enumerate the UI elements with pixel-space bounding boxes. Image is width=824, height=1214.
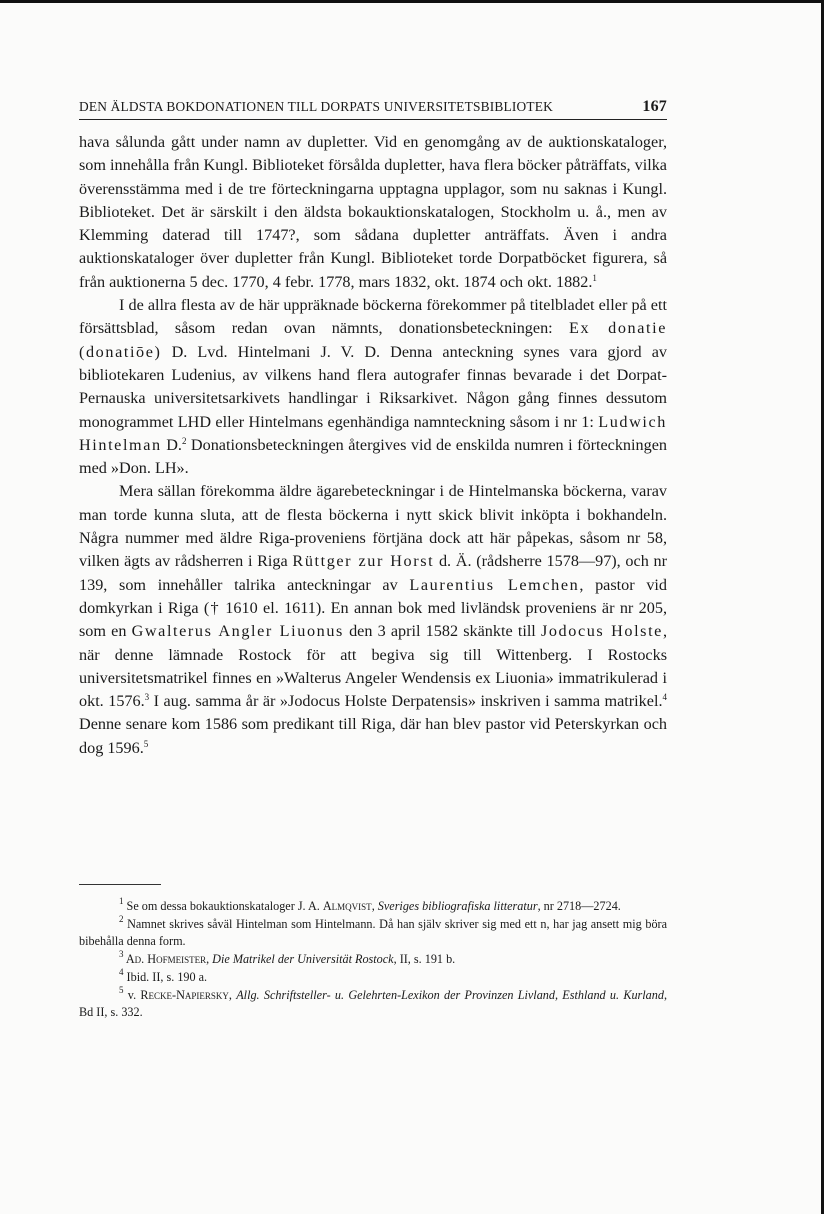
paragraph-text: Denne senare kom 1586 som predikant till Riga, där han blev pastor vid Peterskyrkan och dog 1596.	[79, 715, 667, 757]
footnote-text: , Bd II, s. 332.	[79, 987, 668, 1020]
paragraph-text: D.	[161, 435, 182, 454]
paragraph-text: den 3 april 1582 skänkte till	[343, 622, 541, 641]
footnote-2	[79, 913, 667, 951]
footnote-3	[79, 951, 667, 969]
work-title: Allg. Schriftsteller- u. Gelehrten-Lexikon der Provinzen Livland, Esthland u. Kurland	[236, 987, 664, 1002]
author-name: Ad. Hofmeister	[123, 952, 207, 967]
footnote-text: v.	[123, 987, 141, 1002]
body-text	[79, 131, 667, 760]
paragraph-text: D. Lvd. Hintelmani J. V. D. Denna anteckning synes vara gjord av bibliotekaren Ludenius, av vilkens hand flera autografer finnas bevarade i det Dorpat-Pernauska universitetsarkivets handlingar i Riksarkivet. Någon gång finnes dessutom monogrammet LHD eller Hintelmans egenhändiga namnteckning såsom i nr 1:	[79, 342, 667, 431]
footnote-number: 3	[119, 949, 124, 960]
page-number: 167	[642, 98, 667, 115]
footnote-text: , nr 2718—2724.	[537, 899, 621, 913]
footnote-text: Se om dessa bokauktionskataloger J. A.	[123, 899, 323, 913]
running-header	[79, 98, 667, 116]
footnotes	[79, 898, 667, 1022]
footnote-4	[79, 966, 667, 987]
spaced-name: Ludwich Hintelman	[79, 412, 667, 454]
paragraph-text: , när denne lämnade Rostock för att begiva sig till Wittenberg. I Rostocks universitetsmatrikel finnes en »Walterus Angeler Wendensis ex Liuonia» immatrikulerad i okt. 1576.	[79, 622, 667, 711]
paragraph-text: Donationsbeteckningen återgives vid de enskilda numren i förteckningen med »Don. LH».	[79, 435, 667, 478]
paragraph-text: d. Ä. (rådsherre 1578—97), och nr 139, som innehåller talrika anteckningar av	[79, 552, 667, 594]
footnote-text: Namnet skrives såväl Hintelman som Hintelmann. Då han själv skriver sig med ett n, har jag ansett mig böra bibehålla denna form.	[79, 916, 667, 949]
spaced-name: Rüttger zur Horst	[292, 552, 435, 571]
spaced-name: Gwalterus Angler Liuonus	[131, 622, 344, 641]
footnote-ref: 4	[662, 692, 667, 703]
paragraph-2	[79, 294, 667, 480]
scan-border-top	[0, 0, 824, 3]
paragraph-text: , pastor vid domkyrkan i Riga († 1610 el. 1611). En annan bok med livländsk proveniens är nr 205, som en	[79, 575, 667, 641]
footnote-ref: 2	[181, 435, 187, 446]
spaced-name: Ex donatie (donatiōe)	[79, 319, 667, 361]
work-title: Sveriges bibliografiska litteratur	[377, 899, 538, 913]
running-title: DEN ÄLDSTA BOKDONATIONEN TILL DORPATS UNIVERSITETSBIBLIOTEK	[79, 99, 554, 114]
footnote-text: ,	[206, 952, 213, 967]
footnote-ref: 3	[144, 692, 150, 703]
author-name: Almqvist	[322, 899, 372, 913]
footnote-1	[79, 898, 667, 916]
footnote-number: 4	[119, 966, 124, 977]
spaced-name: Jodocus Holste	[540, 622, 663, 641]
footnote-text: ,	[228, 987, 237, 1002]
footnote-number: 2	[119, 913, 124, 924]
paragraph-text: Mera sällan förekomma äldre ägarebeteckningar i de Hintelmanska böckerna, varav man torde kunna sluta, att de flesta böckerna i nytt skick blivit inköpta i bokhandeln. Några nummer med äldre Riga-proveniens förtjäna dock att här påpekas, såsom nr 58, vilken ägts av rådsherren i Riga	[79, 482, 667, 571]
work-title: Die Matrikel der Universität Rostock	[212, 952, 394, 967]
paragraph-text: I aug. samma år är »Jodocus Holste Derpatensis» inskriven i samma matrikel.	[149, 692, 663, 711]
spaced-name: Laurentius Lemchen	[409, 575, 580, 594]
author-name: Recke-Napiersky	[140, 987, 229, 1002]
footnote-rule	[79, 884, 161, 885]
footnote-5	[79, 984, 668, 1022]
paragraph-text: I de allra flesta av de här uppräknade böckerna förekommer på titelbladet eller på ett försättsblad, såsom redan ovan nämnts, donationsbeteckningen:	[79, 296, 667, 338]
footnote-ref: 1	[592, 272, 597, 283]
footnote-number: 5	[119, 984, 124, 995]
paragraph-1	[79, 131, 667, 294]
paragraph-3	[79, 480, 667, 760]
footnote-text: Ibid. II, s. 190 a.	[123, 969, 208, 984]
footnote-text: ,	[371, 899, 378, 913]
footnote-number: 1	[119, 896, 124, 906]
paragraph-text: hava sålunda gått under namn av dupletter. Vid en genomgång av de auktionskataloger, som innehålla från Kungl. Biblioteket försålda dupletter, hava flera böcker påträffats, vilka överensstämma med i de tre förteckningarna upptagna upplagor, som nu saknas i Kungl. Biblioteket. Det är särskilt i den äldsta bokauktionskatalogen, Stockholm u. å., men av Klemming daterad till 1747?, som sådana dupletter anträffats. Även i andra auktionskataloger över dupletter från Kungl. Biblioteket torde Dorpatböcket figurera, så från auktionerna 5 dec. 1770, 4 febr. 1778, mars 1832, okt. 1874 och okt. 1882.	[79, 133, 667, 291]
footnote-text: , II, s. 191 b.	[393, 952, 456, 967]
footnote-ref: 5	[143, 738, 149, 749]
header-rule	[79, 119, 667, 120]
